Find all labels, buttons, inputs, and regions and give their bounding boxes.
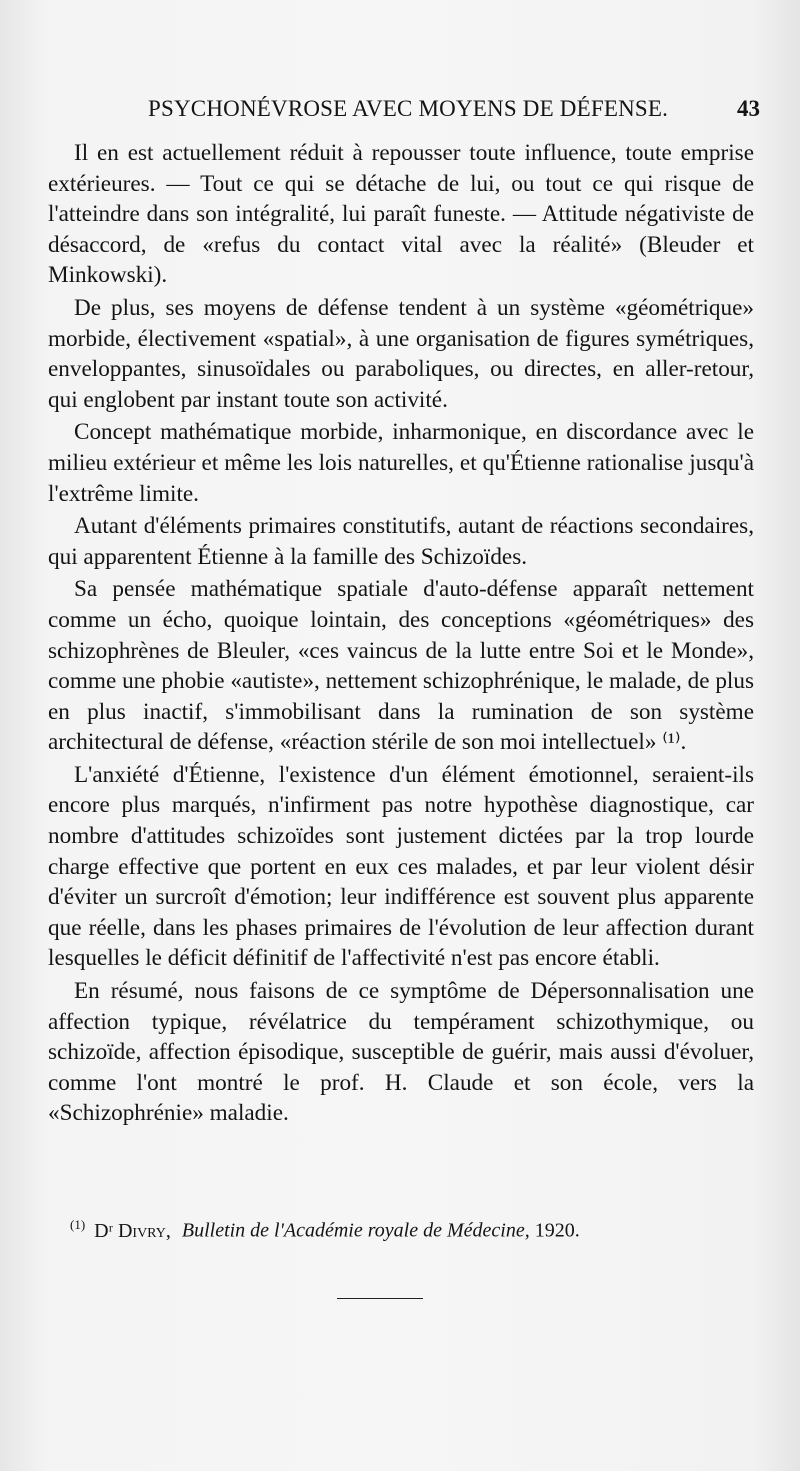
footnote-journal: Bulletin de l'Académie royale de Médecine, [181, 1219, 530, 1242]
page-header [48, 96, 760, 130]
paragraph: L'anxiété d'Étienne, l'existence d'un élément émotionnel, seraient-ils encore plus marqués, n'infirment pas notre hypothèse diagnostique, car nombre d'attitudes schizoïdes sont justement dictées par la trop lourde charge effective que portent en eux ces malades, et par leur violent désir d'éviter un surcroît d'émotion; leur indifférence est souvent plus apparente que réelle, dans les phases primaires de l'évolution de leur affection durant lesquelles le déficit définitif de l'affectivité n'est pas encore établi. [48, 761, 754, 972]
end-rule-divider [337, 1298, 423, 1299]
body-text [48, 138, 754, 1129]
paragraph: Sa pensée mathématique spatiale d'auto-défense apparaît nettement comme un écho, quoique lointain, des conceptions «géométriques» des schizophrènes de Bleuler, «ces vaincus de la lutte entre Soi et le Monde», comme une phobie «autiste», nettement schizophrénique, le malade, de plus en plus inactif, s'immobilisant dans la rumination de son système architectural de défense, «réaction stérile de son moi intellectuel» ⁽¹⁾. [48, 576, 754, 756]
running-title: PSYCHONÉVROSE AVEC MOYENS DE DÉFENSE. [148, 96, 669, 121]
paragraph: En résumé, nous faisons de ce symptôme de Dépersonnalisation une affection typique, révélatrice du tempérament schizothymique, ou schizoïde, affection épisodique, susceptible de guérir, mais aussi d'évoluer, comme l'ont montré le prof. H. Claude et son école, vers la «Schizophrénie» maladie. [48, 978, 754, 1127]
footnote-author: Dʳ Divry, [94, 1219, 171, 1242]
footnote [70, 1212, 750, 1244]
page-number: 43 [737, 96, 760, 121]
paragraph: Concept mathématique morbide, inharmonique, en discordance avec le milieu extérieur et même les lois naturelles, et qu'Étienne rationalise jusqu'à l'extrême limite. [48, 419, 754, 507]
paragraph: De plus, ses moyens de défense tendent à un système «géométrique» morbide, électivement «spatial», à une organisation de figures symétriques, enveloppantes, sinusoïdales ou paraboliques, ou directes, en aller-retour, qui englobent par instant toute son activité. [48, 294, 754, 413]
footnote-year: 1920. [534, 1219, 580, 1242]
paragraph: Autant d'éléments primaires constitutifs, autant de réactions secondaires, qui apparentent Étienne à la famille des Schizoïdes. [48, 513, 754, 570]
paragraph: Il en est actuellement réduit à repousser toute influence, toute emprise extérieures. — Tout ce qui se détache de lui, ou tout ce qui risque de l'atteindre dans son intégralité, lui paraît funeste. — Attitude négativiste de désaccord, de «refus du contact vital avec la réalité» (Bleuder et Minkowski). [48, 140, 754, 289]
footnote-marker: (1) [70, 1217, 86, 1232]
